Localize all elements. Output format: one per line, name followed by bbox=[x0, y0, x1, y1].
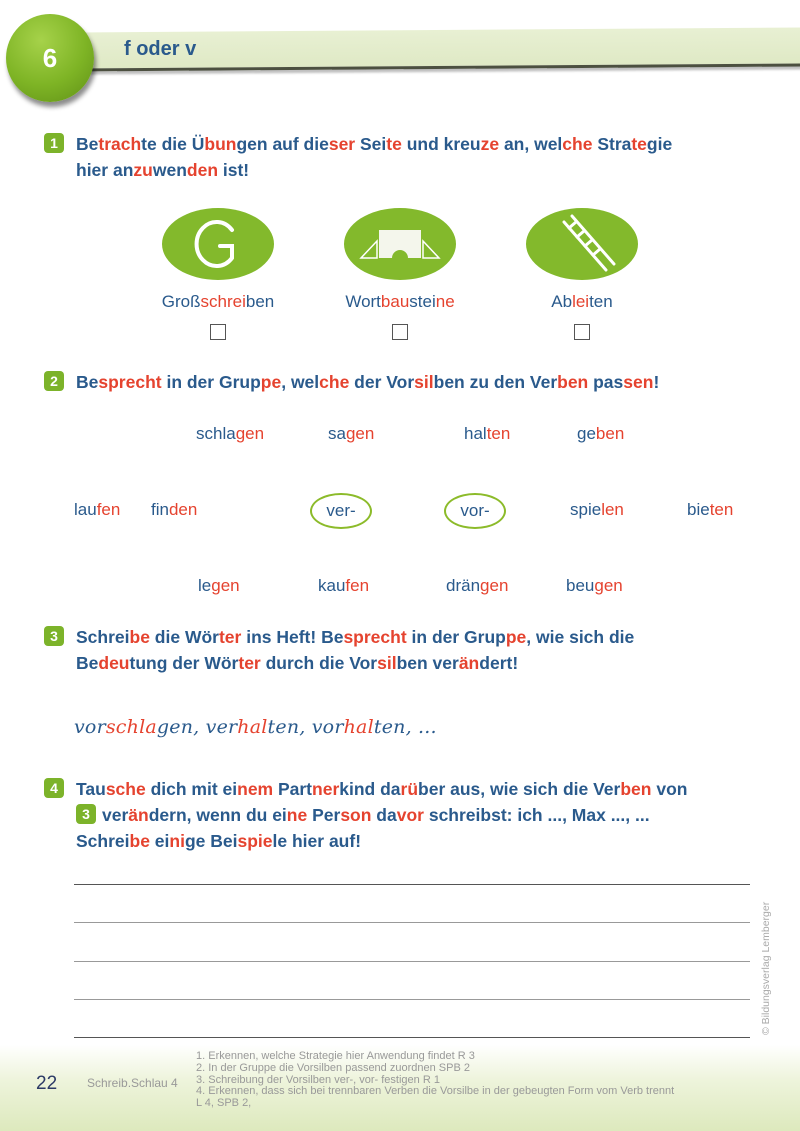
verb-word bbox=[151, 500, 197, 520]
text-segment: , wel bbox=[281, 372, 320, 392]
text-segment: le bbox=[198, 576, 212, 595]
text-segment: an, wel bbox=[499, 134, 563, 154]
verb-word bbox=[446, 576, 508, 596]
syllable-highlight: gen bbox=[594, 576, 623, 595]
task-4 bbox=[44, 776, 688, 851]
syllable-highlight: ne bbox=[435, 292, 455, 311]
text-segment: ins Heft! Be bbox=[241, 627, 344, 647]
text-segment: , wie sich die bbox=[526, 627, 635, 647]
note-line: 4. Erkennen, dass sich bei trennbaren Verben die Vorsilbe in der gebeugten Form vom Verb trennt bbox=[196, 1085, 675, 1098]
text-segment: durch die Vor bbox=[260, 653, 378, 673]
book-title: Schreib.Schlau 4 bbox=[87, 1076, 178, 1090]
answer-line[interactable] bbox=[74, 999, 750, 1000]
syllable-highlight: den bbox=[186, 160, 219, 180]
text-segment: pas bbox=[588, 372, 624, 392]
verb-word bbox=[318, 576, 369, 596]
text-segment: schreibst: ich ..., Max ..., ... bbox=[423, 805, 650, 825]
chapter-title: f oder v bbox=[124, 38, 197, 60]
syllable-highlight: ser bbox=[328, 134, 356, 154]
text-segment: Schrei bbox=[76, 627, 130, 647]
text-segment: fin bbox=[151, 500, 169, 519]
verb-word bbox=[566, 576, 623, 596]
syllable-highlight: ben bbox=[620, 779, 652, 799]
syllable-highlight: ne bbox=[286, 805, 308, 825]
page-number: 22 bbox=[36, 1073, 58, 1094]
syllable-highlight: rü bbox=[400, 779, 419, 799]
text-segment: lau bbox=[74, 500, 97, 519]
text-segment: vor bbox=[74, 716, 106, 738]
note-line: 2. In der Gruppe die Vorsilben passend zuordnen SPB 2 bbox=[196, 1061, 470, 1074]
text-segment: ! bbox=[653, 372, 660, 392]
syllable-highlight: deu bbox=[98, 653, 130, 673]
task-2-instruction bbox=[76, 369, 766, 395]
syllable-highlight: schla bbox=[105, 716, 157, 738]
syllable-highlight: be bbox=[129, 627, 150, 647]
text-segment: gen, ver bbox=[156, 716, 238, 738]
word-building-blocks-icon bbox=[344, 208, 456, 280]
strategy-ableiten bbox=[512, 208, 652, 340]
task-4-line-2 bbox=[76, 802, 766, 828]
note-line: 3. Schreibung der Vorsilben ver-, vor- festigen R 1 bbox=[196, 1073, 440, 1086]
task-4-line-1 bbox=[76, 776, 766, 802]
copyright-notice: © Bildungsverlag Lemberger bbox=[760, 901, 772, 1035]
syllable-highlight: ner bbox=[312, 779, 340, 799]
text-segment: ver bbox=[102, 805, 129, 825]
text-segment: Sei bbox=[355, 134, 387, 154]
text-segment: Part bbox=[273, 779, 313, 799]
syllable-highlight: ni bbox=[169, 831, 185, 851]
text-segment: da bbox=[371, 805, 397, 825]
syllable-highlight: den bbox=[168, 500, 198, 519]
verb-word bbox=[196, 424, 264, 444]
syllable-highlight: son bbox=[340, 805, 372, 825]
syllable-highlight: te bbox=[386, 134, 402, 154]
text-segment: kau bbox=[318, 576, 346, 595]
syllable-highlight: sil bbox=[414, 372, 434, 392]
syllable-highlight: pe bbox=[505, 627, 527, 647]
text-segment: Groß bbox=[161, 292, 201, 311]
text-segment: beu bbox=[566, 576, 595, 595]
text-segment: tung der Wör bbox=[129, 653, 239, 673]
syllable-highlight: gen bbox=[211, 576, 240, 595]
text-segment: sa bbox=[328, 424, 346, 443]
text-segment: ge bbox=[577, 424, 596, 443]
syllable-highlight: sche bbox=[105, 779, 146, 799]
text-segment: le hier auf! bbox=[272, 831, 362, 851]
verb-word bbox=[577, 424, 624, 444]
text-segment: Be bbox=[76, 653, 99, 673]
text-segment: in der Grup bbox=[406, 627, 506, 647]
text-segment: ben ver bbox=[396, 653, 459, 673]
syllable-highlight: len bbox=[601, 500, 624, 519]
syllable-highlight: ben bbox=[557, 372, 589, 392]
note-line: 1. Erkennen, welche Strategie hier Anwendung findet R 3 bbox=[196, 1050, 475, 1062]
chapter-number: 6 bbox=[42, 42, 58, 73]
syllable-highlight: ten bbox=[709, 500, 734, 519]
text-segment: Schrei bbox=[76, 831, 130, 851]
syllable-highlight: bau bbox=[380, 292, 410, 311]
task-3-instruction bbox=[76, 624, 766, 676]
text-segment: gie bbox=[646, 134, 673, 154]
verb-word bbox=[74, 500, 120, 520]
text-segment: stei bbox=[409, 292, 436, 311]
syllable-highlight: än bbox=[128, 805, 149, 825]
verb-word bbox=[570, 500, 624, 520]
syllable-highlight: vor bbox=[396, 805, 424, 825]
text-segment: wen bbox=[152, 160, 187, 180]
text-segment: Ab bbox=[551, 292, 573, 311]
prefix-oval: vor- bbox=[444, 493, 506, 529]
text-segment: Stra bbox=[592, 134, 632, 154]
syllable-highlight: che bbox=[562, 134, 593, 154]
text-segment: und kreu bbox=[401, 134, 481, 154]
text-segment: hier an bbox=[76, 160, 134, 180]
verb-word bbox=[198, 576, 240, 596]
text-segment: bie bbox=[687, 500, 710, 519]
text-segment: der Vor bbox=[349, 372, 415, 392]
text-segment: Per bbox=[307, 805, 341, 825]
syllable-highlight: schrei bbox=[200, 292, 246, 311]
task-4-instruction bbox=[76, 776, 766, 854]
text-segment: schla bbox=[196, 424, 236, 443]
syllable-highlight: hal bbox=[237, 716, 268, 738]
text-segment: gen auf die bbox=[236, 134, 329, 154]
checkbox-wortbausteine[interactable] bbox=[392, 324, 408, 340]
handwriting-example bbox=[74, 716, 437, 738]
syllable-highlight: spie bbox=[237, 831, 273, 851]
answer-line[interactable] bbox=[74, 884, 750, 885]
syllable-highlight: bun bbox=[204, 134, 237, 154]
text-segment: ten bbox=[589, 292, 613, 311]
text-segment: ben bbox=[245, 292, 275, 311]
syllable-highlight: sprecht bbox=[343, 627, 407, 647]
task-1-instruction bbox=[76, 131, 766, 183]
syllable-highlight: lei bbox=[572, 292, 590, 311]
task-number-badge: 3 bbox=[44, 626, 64, 646]
task-4-line-3 bbox=[76, 828, 766, 854]
teacher-notes bbox=[196, 1051, 674, 1110]
task-3 bbox=[44, 624, 635, 673]
strategy-grossschreiben bbox=[148, 208, 288, 340]
note-line: L 4, SPB 2, bbox=[196, 1097, 252, 1110]
syllable-highlight: gen bbox=[235, 424, 265, 443]
syllable-highlight: än bbox=[458, 653, 480, 673]
text-segment: ten, ... bbox=[373, 716, 437, 738]
answer-line[interactable] bbox=[74, 961, 750, 962]
text-segment: Wort bbox=[345, 292, 381, 311]
checkbox-grossschreiben[interactable] bbox=[210, 324, 226, 340]
text-segment: ten, vor bbox=[267, 716, 344, 738]
text-segment: Be bbox=[76, 134, 99, 154]
syllable-highlight: ze bbox=[480, 134, 500, 154]
text-segment: te die Ü bbox=[141, 134, 205, 154]
prefix-oval: ver- bbox=[310, 493, 372, 529]
strategy-wortbausteine bbox=[330, 208, 470, 340]
verb-word bbox=[464, 424, 510, 444]
text-segment: ist! bbox=[218, 160, 250, 180]
task-number-badge: 2 bbox=[44, 371, 64, 391]
syllable-highlight: sen bbox=[623, 372, 654, 392]
answer-line[interactable] bbox=[74, 1037, 750, 1038]
ladder-icon bbox=[526, 208, 638, 280]
syllable-highlight: hal bbox=[343, 716, 374, 738]
syllable-highlight: gen bbox=[345, 424, 375, 443]
task-reference-badge: 3 bbox=[76, 804, 96, 824]
text-segment: hal bbox=[464, 424, 487, 443]
task-number-badge: 4 bbox=[44, 778, 64, 798]
syllable-highlight: ten bbox=[486, 424, 511, 443]
text-segment: dern, wenn du ei bbox=[148, 805, 287, 825]
text-segment: dert! bbox=[479, 653, 519, 673]
text-segment: in der Grup bbox=[161, 372, 261, 392]
text-segment: ei bbox=[149, 831, 170, 851]
syllable-highlight: ter bbox=[238, 653, 261, 673]
task-2 bbox=[44, 369, 660, 395]
text-segment: von bbox=[651, 779, 688, 799]
text-segment: ber aus, wie sich die Ver bbox=[418, 779, 621, 799]
answer-line[interactable] bbox=[74, 922, 750, 923]
syllable-highlight: ter bbox=[218, 627, 242, 647]
text-segment: die Wör bbox=[149, 627, 219, 647]
text-segment: kind da bbox=[339, 779, 401, 799]
syllable-highlight: sil bbox=[377, 653, 397, 673]
syllable-highlight: trach bbox=[98, 134, 142, 154]
syllable-highlight: gen bbox=[480, 576, 509, 595]
verb-word bbox=[328, 424, 374, 444]
text-segment: drän bbox=[446, 576, 481, 595]
task-number-badge: 1 bbox=[44, 133, 64, 153]
text-segment: dich mit ei bbox=[145, 779, 238, 799]
text-segment: ben zu den Ver bbox=[433, 372, 558, 392]
capital-g-icon bbox=[162, 208, 274, 280]
checkbox-ableiten[interactable] bbox=[574, 324, 590, 340]
text-segment: spie bbox=[570, 500, 602, 519]
text-segment: Tau bbox=[76, 779, 106, 799]
syllable-highlight: be bbox=[129, 831, 150, 851]
syllable-highlight: nem bbox=[237, 779, 274, 799]
verb-word bbox=[687, 500, 733, 520]
text-segment: ge Bei bbox=[184, 831, 238, 851]
strategy-label bbox=[512, 292, 652, 312]
text-segment: Be bbox=[76, 372, 99, 392]
syllable-highlight: ben bbox=[595, 424, 625, 443]
strategy-label bbox=[330, 292, 470, 312]
syllable-highlight: fen bbox=[345, 576, 370, 595]
syllable-highlight: sprecht bbox=[98, 372, 162, 392]
syllable-highlight: che bbox=[319, 372, 350, 392]
strategy-label bbox=[148, 292, 288, 312]
syllable-highlight: te bbox=[631, 134, 647, 154]
syllable-highlight: pe bbox=[260, 372, 282, 392]
syllable-highlight: fen bbox=[96, 500, 121, 519]
syllable-highlight: zu bbox=[133, 160, 153, 180]
chapter-number-badge bbox=[6, 14, 94, 102]
task-1 bbox=[44, 131, 673, 180]
